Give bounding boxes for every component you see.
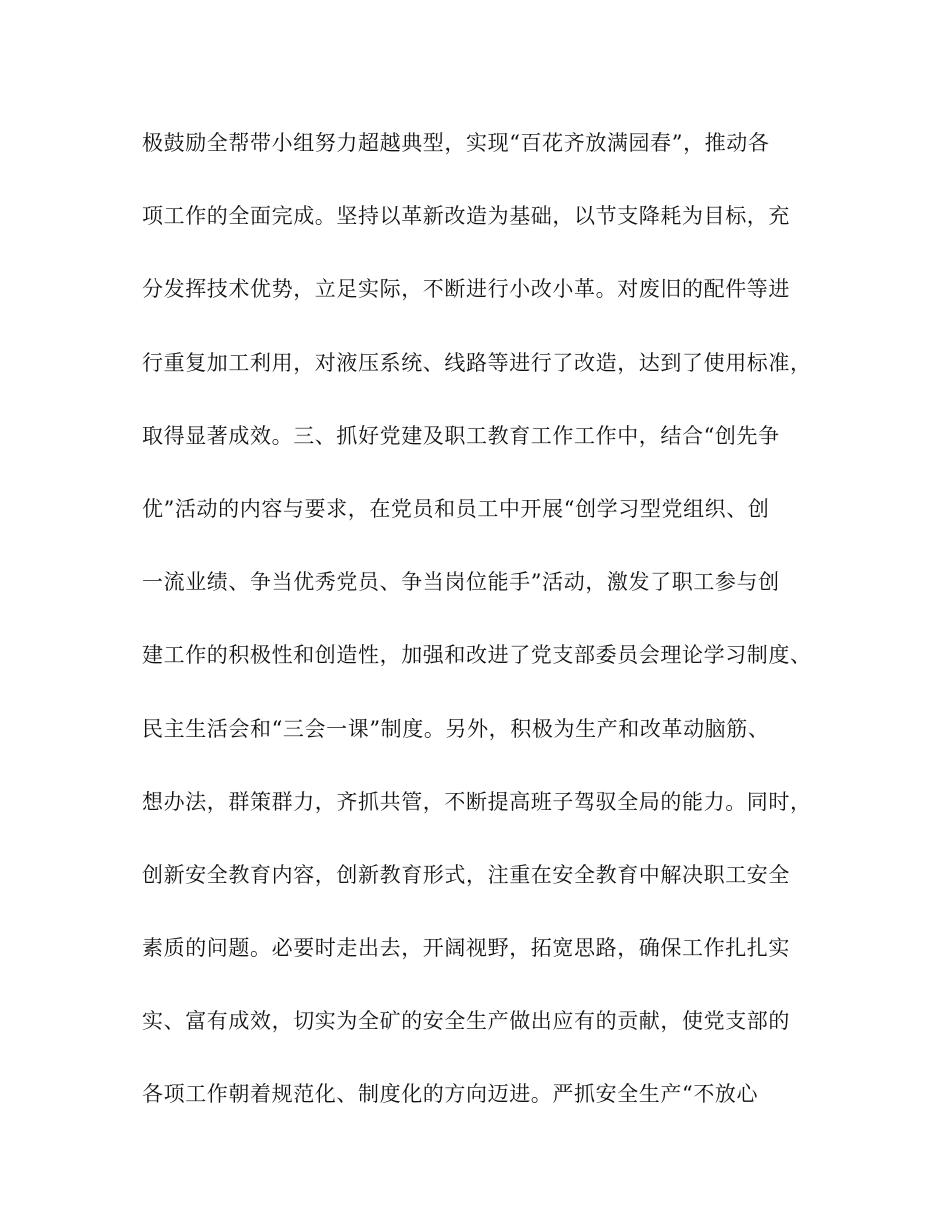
text-line: 取得显著成效。三、抓好党建及职工教育工作工作中，结合“创先争	[142, 423, 780, 448]
text-line: 优”活动的内容与要求，在党员和员工中开展“创学习型党组织、创	[142, 496, 770, 521]
text-line: 建工作的积极性和创造性，加强和改进了党支部委员会理论学习制度、	[142, 643, 812, 668]
text-line: 极鼓励全帮带小组努力超越典型，实现“百花齐放满园春”，推动各	[142, 131, 770, 155]
text-line: 民主生活会和“三会一课”制度。另外，积极为生产和改革动脑筋、	[142, 716, 770, 741]
text-line: 创新安全教育内容，创新教育形式，注重在安全教育中解决职工安全	[142, 862, 790, 887]
text-line: 素质的问题。必要时走出去，开阔视野，拓宽思路，确保工作扎扎实	[142, 936, 790, 961]
document-body	[142, 119, 812, 1144]
text-line: 一流业绩、争当优秀党员、争当岗位能手”活动，激发了职工参与创	[142, 570, 780, 595]
text-line: 项工作的全面完成。坚持以革新改造为基础，以节支降耗为目标，充	[142, 204, 790, 229]
text-line: 各项工作朝着规范化、制度化的方向迈进。严抓安全生产“不放心	[142, 1082, 759, 1107]
text-line: 分发挥技术优势，立足实际，不断进行小改小革。对废旧的配件等进	[142, 277, 790, 302]
text-line: 行重复加工利用，对液压系统、线路等进行了改造，达到了使用标准，	[142, 350, 812, 375]
text-line: 想办法，群策群力，齐抓共管，不断提高班子驾驭全局的能力。同时，	[142, 789, 812, 814]
text-line: 实、富有成效，切实为全矿的安全生产做出应有的贡献，使党支部的	[142, 1009, 790, 1034]
